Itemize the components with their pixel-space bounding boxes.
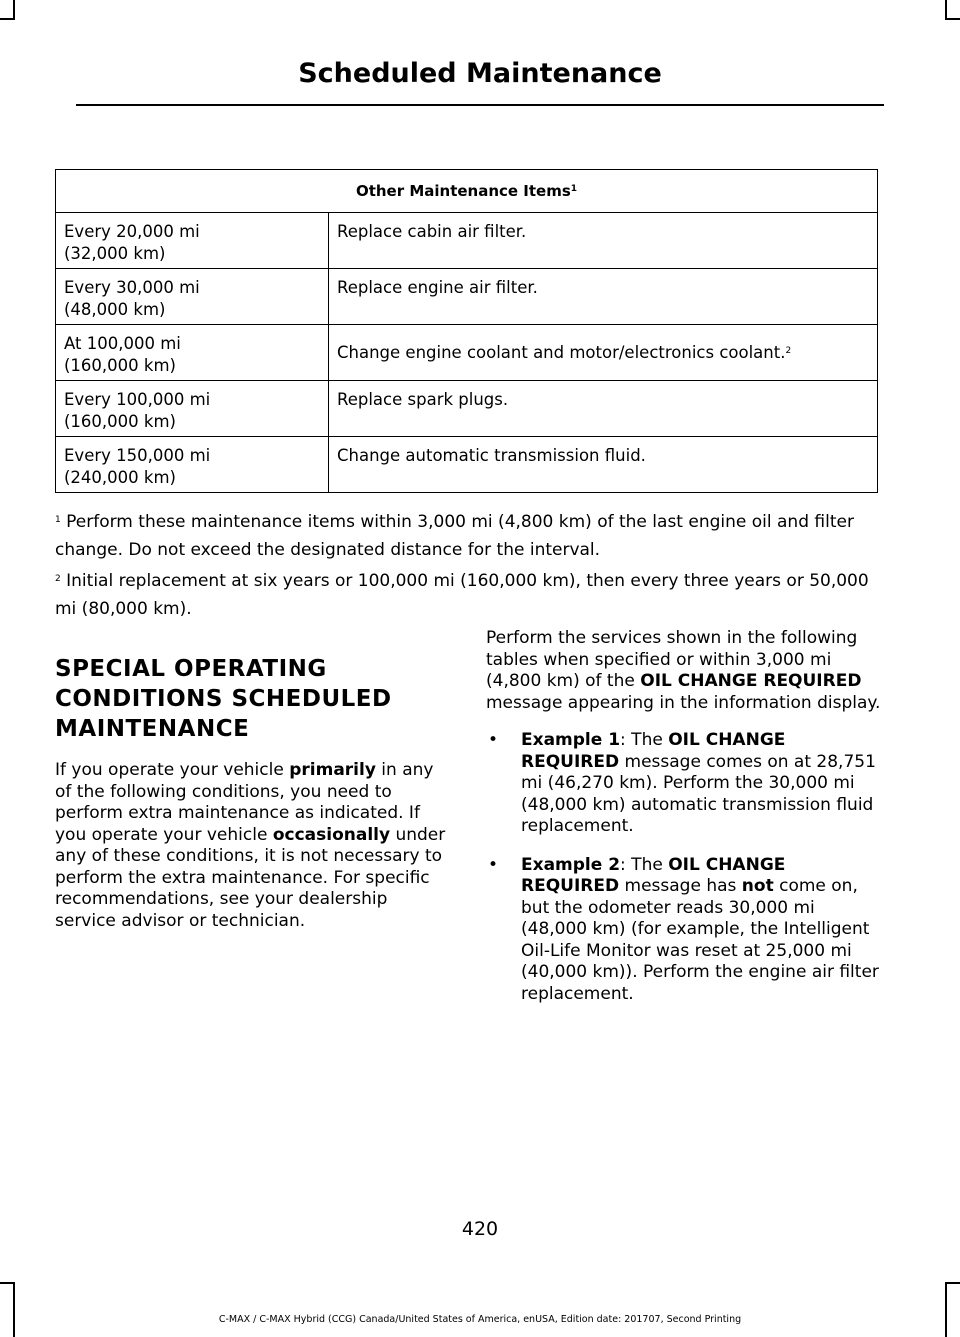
emphasis-text: occasionally: [272, 824, 391, 845]
table-row: [56, 213, 878, 269]
crop-mark: [0, 18, 15, 20]
footnote-2: [55, 567, 885, 623]
right-column: [486, 628, 884, 1022]
action-cell: [329, 213, 878, 269]
crop-mark: [945, 1282, 960, 1284]
page-number: 420: [461, 1218, 499, 1240]
interval-metric: (48,000 km): [64, 300, 166, 319]
action-text: Replace engine air filter.: [337, 278, 538, 297]
text-run: : The: [620, 854, 669, 875]
interval-text: Every 20,000 mi: [64, 222, 200, 241]
table-row: [56, 437, 878, 493]
text-run: come on, but the odometer reads 30,000 mi (48,000 km) (for example, the Intelligent Oil-Life Monitor was reset at 25,000 mi (40,000 km)). Perform the engine air filter replacement.: [521, 876, 879, 1004]
action-text: Change engine coolant and motor/electronics coolant.: [337, 342, 786, 362]
footnote-ref: 2: [785, 345, 792, 356]
text-run: message comes on at 28,751 mi (46,270 km). Perform the 30,000 mi (48,000 km) automatic transmission fluid replacement.: [521, 751, 876, 836]
interval-cell: [56, 381, 329, 437]
heading-line: SPECIAL OPERATING: [55, 656, 327, 682]
interval-metric: (160,000 km): [64, 412, 176, 431]
action-cell: [329, 325, 878, 381]
interval-text: At 100,000 mi: [64, 334, 181, 353]
interval-cell: [56, 269, 329, 325]
maintenance-table: [55, 169, 878, 493]
interval-cell: [56, 437, 329, 493]
text-run: Perform the services shown in the following tables when specified or within 3,000 mi (4,800 km) of the: [486, 628, 858, 691]
interval-metric: (160,000 km): [64, 356, 176, 375]
table-row: [56, 381, 878, 437]
action-text: Replace spark plugs.: [337, 390, 509, 409]
emphasis-text: primarily: [289, 760, 376, 780]
heading-line: CONDITIONS SCHEDULED: [55, 686, 392, 712]
crop-mark: [945, 1282, 947, 1337]
crop-mark: [945, 18, 960, 20]
list-item: [486, 730, 884, 838]
table-header-row: [56, 170, 878, 213]
bullet-icon: •: [488, 854, 499, 875]
action-text: Replace cabin air filter.: [337, 222, 527, 241]
emphasis-text: OIL CHANGE REQUIRED: [640, 671, 862, 691]
page-title: Scheduled Maintenance: [298, 58, 662, 89]
emphasis-text: OIL CHANGE REQUIRED: [521, 730, 786, 772]
interval-metric: (240,000 km): [64, 468, 176, 487]
crop-mark: [13, 0, 15, 20]
action-cell: [329, 269, 878, 325]
section-heading: [55, 654, 450, 744]
table-row: [56, 269, 878, 325]
footnote-mark: 2: [55, 574, 61, 584]
footnote-mark: 1: [55, 515, 61, 525]
text-run: message has: [619, 876, 742, 896]
action-cell: [329, 437, 878, 493]
footnote-text: Perform these maintenance items within 3,000 mi (4,800 km) of the last engine oil and filter change. Do not exceed the designated distance for the interval.: [55, 512, 854, 560]
action-text: Change automatic transmission fluid.: [337, 446, 646, 465]
section-paragraph: [55, 760, 450, 932]
left-column: [55, 654, 450, 932]
interval-cell: [56, 213, 329, 269]
heading-line: MAINTENANCE: [55, 716, 250, 742]
footnote-ref: 1: [570, 184, 578, 194]
emphasis-text: OIL CHANGE REQUIRED: [521, 854, 786, 896]
footnotes: [55, 508, 885, 626]
bullet-icon: •: [488, 730, 499, 750]
crop-mark: [13, 1282, 15, 1337]
intro-paragraph: [486, 628, 884, 714]
action-cell: [329, 381, 878, 437]
text-run: If you operate your vehicle: [55, 760, 290, 780]
interval-text: Every 100,000 mi: [64, 390, 211, 409]
table-caption-text: Other Maintenance Items: [355, 182, 571, 200]
footnote-text: Initial replacement at six years or 100,000 mi (160,000 km), then every three years or 50,000 mi (80,000 km).: [55, 571, 869, 619]
footnote-1: [55, 508, 885, 564]
text-run: in any of the following conditions, you need to perform extra maintenance as indicated. If you operate your vehicle: [55, 760, 434, 845]
interval-cell: [56, 325, 329, 381]
text-run: under any of these conditions, it is not necessary to perform the extra maintenance. For specific recommendations, see your dealership service advisor or technician.: [55, 824, 446, 931]
crop-mark: [945, 0, 947, 20]
interval-text: Every 150,000 mi: [64, 446, 211, 465]
emphasis-text: not: [741, 876, 774, 896]
list-item: [486, 855, 884, 1006]
title-divider: [76, 104, 884, 106]
text-run: : The: [620, 730, 669, 750]
interval-metric: (32,000 km): [64, 244, 166, 263]
example-label: Example 2: [521, 854, 621, 875]
example-label: Example 1: [521, 730, 621, 750]
table-row: [56, 325, 878, 381]
examples-list: [486, 730, 884, 1005]
interval-text: Every 30,000 mi: [64, 278, 200, 297]
text-run: message appearing in the information display.: [486, 692, 881, 713]
edition-footer: C-MAX / C-MAX Hybrid (CCG) Canada/United States of America, enUSA, Edition date: 201707, Second Printing: [218, 1314, 742, 1325]
table-caption: [56, 170, 878, 213]
crop-mark: [0, 1282, 15, 1284]
